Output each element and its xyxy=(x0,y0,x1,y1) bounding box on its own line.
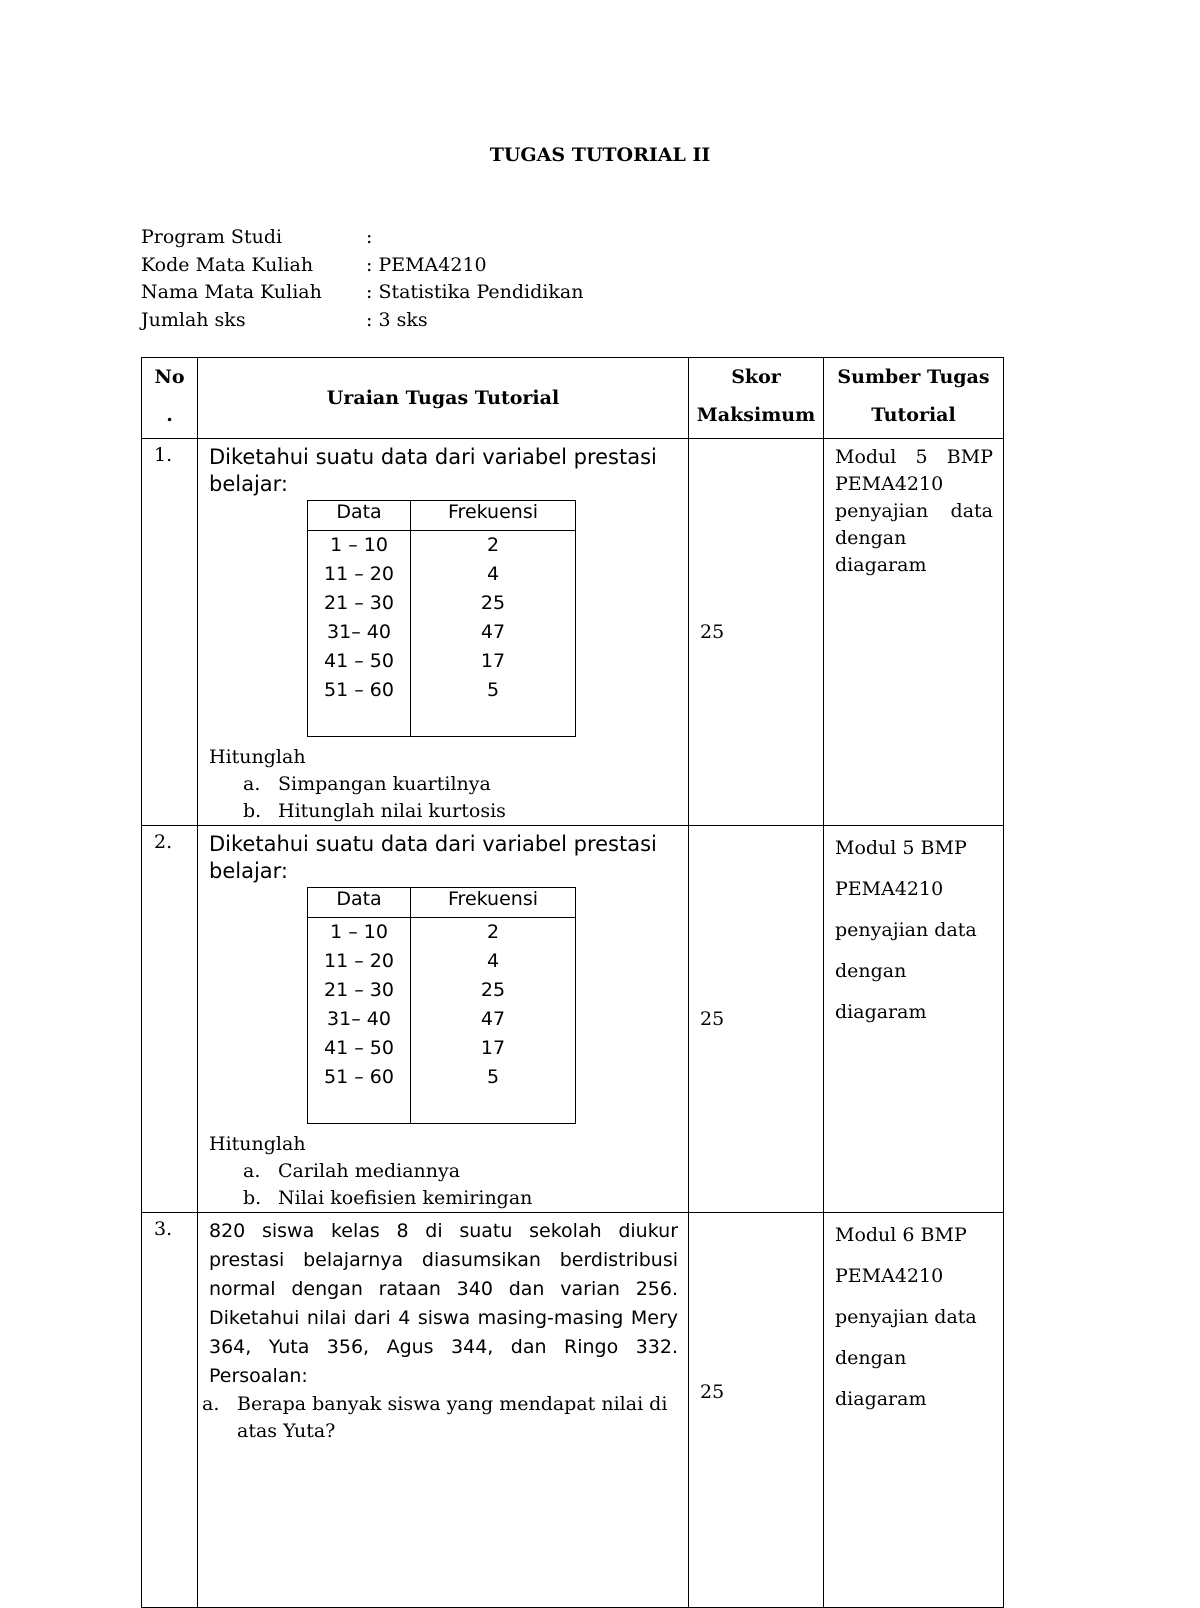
sumber-line: diagaram xyxy=(835,1001,927,1023)
freq-header-row xyxy=(308,501,576,531)
sumber-line: dengan xyxy=(835,1347,907,1369)
row-uraian xyxy=(198,826,689,1213)
header-skor-line1: Skor xyxy=(731,366,781,388)
info-value: : Statistika Pendidikan xyxy=(366,281,584,303)
freq-value: 5 xyxy=(411,1063,576,1092)
question-item xyxy=(198,1185,688,1212)
freq-value: 5 xyxy=(411,676,576,705)
freq-data: 41 – 50 xyxy=(308,1034,411,1063)
sumber-line: dengan xyxy=(835,960,907,982)
item-text: Carilah mediannya xyxy=(278,1160,461,1182)
info-row-nama xyxy=(141,279,583,307)
question-prompt: Hitunglah xyxy=(209,1133,306,1155)
freq-header-data: Data xyxy=(308,501,411,531)
header-sumber-line2: Tutorial xyxy=(871,404,956,426)
sumber-line: Modul 5 BMP xyxy=(835,837,967,859)
question-item xyxy=(198,771,688,798)
sumber-line: PEMA4210 xyxy=(835,1265,944,1287)
info-value: : PEMA4210 xyxy=(366,253,487,276)
freq-value: 2 xyxy=(411,531,576,561)
freq-data: 21 – 30 xyxy=(308,976,411,1005)
row-number: 2. xyxy=(142,826,198,1213)
header-no-line1: No xyxy=(154,366,185,388)
page-title: TUGAS TUTORIAL II xyxy=(489,144,711,166)
freq-data: 51 – 60 xyxy=(308,676,411,705)
freq-row xyxy=(308,531,576,561)
freq-row xyxy=(308,560,576,589)
freq-header-data: Data xyxy=(308,888,411,918)
task-table xyxy=(141,357,1004,1608)
freq-empty-cell xyxy=(308,1092,411,1124)
info-value: : xyxy=(366,226,373,248)
header-skor-line2: Maksimum xyxy=(696,404,816,426)
freq-header-frekuensi: Frekuensi xyxy=(411,888,576,918)
table-row xyxy=(142,826,1004,1213)
freq-data: 41 – 50 xyxy=(308,647,411,676)
item-marker: b. xyxy=(243,1187,262,1209)
freq-row xyxy=(308,647,576,676)
freq-row xyxy=(308,676,576,705)
row-sumber xyxy=(824,1213,1004,1608)
item-text: Hitunglah nilai kurtosis xyxy=(278,800,506,822)
item-text: Simpangan kuartilnya xyxy=(278,773,491,795)
frequency-table xyxy=(307,887,576,1124)
freq-value: 47 xyxy=(411,618,576,647)
header-sumber-line1: Sumber Tugas xyxy=(837,366,990,388)
freq-data: 21 – 30 xyxy=(308,589,411,618)
freq-value: 25 xyxy=(411,589,576,618)
info-value: : 3 sks xyxy=(366,308,428,331)
sumber-line: diagaram xyxy=(835,1388,927,1410)
freq-empty-cell xyxy=(308,705,411,737)
freq-empty-cell xyxy=(411,705,576,737)
header-sumber xyxy=(824,358,1004,439)
table-row xyxy=(142,439,1004,826)
header-no xyxy=(142,358,198,439)
row-uraian xyxy=(198,1213,689,1608)
freq-value: 4 xyxy=(411,560,576,589)
freq-data: 1 – 10 xyxy=(308,918,411,948)
sumber-line: PEMA4210 xyxy=(835,878,944,900)
freq-row xyxy=(308,947,576,976)
row-number: 1. xyxy=(142,439,198,826)
freq-row xyxy=(308,1034,576,1063)
table-row xyxy=(142,1213,1004,1608)
freq-row xyxy=(308,618,576,647)
item-text: Berapa banyak siswa yang mendapat nilai di atas Yuta? xyxy=(237,1393,668,1442)
freq-row xyxy=(308,918,576,948)
freq-row xyxy=(308,1005,576,1034)
freq-value: 4 xyxy=(411,947,576,976)
info-row-sks xyxy=(141,307,583,335)
row-uraian xyxy=(198,439,689,826)
info-label: Program Studi xyxy=(141,226,283,248)
question-intro: Diketahui suatu data dari variabel prestasi belajar: xyxy=(209,445,657,496)
header-uraian: Uraian Tugas Tutorial xyxy=(198,358,689,439)
header-skor xyxy=(689,358,824,439)
item-marker: b. xyxy=(243,800,262,822)
question-item xyxy=(198,1158,688,1185)
row-sumber xyxy=(824,826,1004,1213)
frequency-table xyxy=(307,500,576,737)
freq-empty-row xyxy=(308,705,576,737)
freq-empty-cell xyxy=(411,1092,576,1124)
item-marker: a. xyxy=(243,1160,261,1182)
info-row-kode xyxy=(141,252,583,280)
freq-data: 51 – 60 xyxy=(308,1063,411,1092)
freq-header-row xyxy=(308,888,576,918)
question-intro: Diketahui suatu data dari variabel prestasi belajar: xyxy=(209,832,657,883)
freq-value: 17 xyxy=(411,1034,576,1063)
freq-empty-row xyxy=(308,1092,576,1124)
freq-row xyxy=(308,1063,576,1092)
freq-data: 1 – 10 xyxy=(308,531,411,561)
row-skor: 25 xyxy=(689,439,824,826)
sumber-line: penyajian data xyxy=(835,1306,977,1328)
row-number: 3. xyxy=(142,1213,198,1608)
row-skor: 25 xyxy=(689,1213,824,1608)
item-text: Nilai koefisien kemiringan xyxy=(278,1187,533,1209)
freq-data: 11 – 20 xyxy=(308,560,411,589)
freq-value: 47 xyxy=(411,1005,576,1034)
question-prompt: Hitunglah xyxy=(209,746,306,768)
freq-header-frekuensi: Frekuensi xyxy=(411,501,576,531)
course-info xyxy=(141,224,583,334)
freq-row xyxy=(308,976,576,1005)
question-item xyxy=(198,798,688,825)
info-label: Kode Mata Kuliah xyxy=(141,253,314,276)
freq-value: 17 xyxy=(411,647,576,676)
freq-data: 11 – 20 xyxy=(308,947,411,976)
info-label: Nama Mata Kuliah xyxy=(141,281,322,303)
table-header-row xyxy=(142,358,1004,439)
freq-value: 25 xyxy=(411,976,576,1005)
row-sumber: Modul 5 BMP PEMA4210 penyajian data dengan diagaram xyxy=(824,439,1004,826)
item-marker: a. xyxy=(202,1393,220,1415)
question-item xyxy=(198,1391,688,1445)
info-label: Jumlah sks xyxy=(141,308,246,331)
info-row-program xyxy=(141,224,583,252)
freq-row xyxy=(308,589,576,618)
freq-value: 2 xyxy=(411,918,576,948)
row-skor: 25 xyxy=(689,826,824,1213)
question-text: 820 siswa kelas 8 di suatu sekolah diukur prestasi belajarnya diasumsikan berdistribusi normal dengan rataan 340 dan varian 256. Diketahui nilai dari 4 siswa masing-masing Mery 364, Yuta 356, Agus 344, dan Ringo 332. Persoalan: xyxy=(209,1220,678,1387)
item-marker: a. xyxy=(243,773,261,795)
freq-data: 31– 40 xyxy=(308,1005,411,1034)
freq-data: 31– 40 xyxy=(308,618,411,647)
header-no-line2: . xyxy=(166,404,173,426)
sumber-line: Modul 6 BMP xyxy=(835,1224,967,1246)
sumber-line: penyajian data xyxy=(835,919,977,941)
